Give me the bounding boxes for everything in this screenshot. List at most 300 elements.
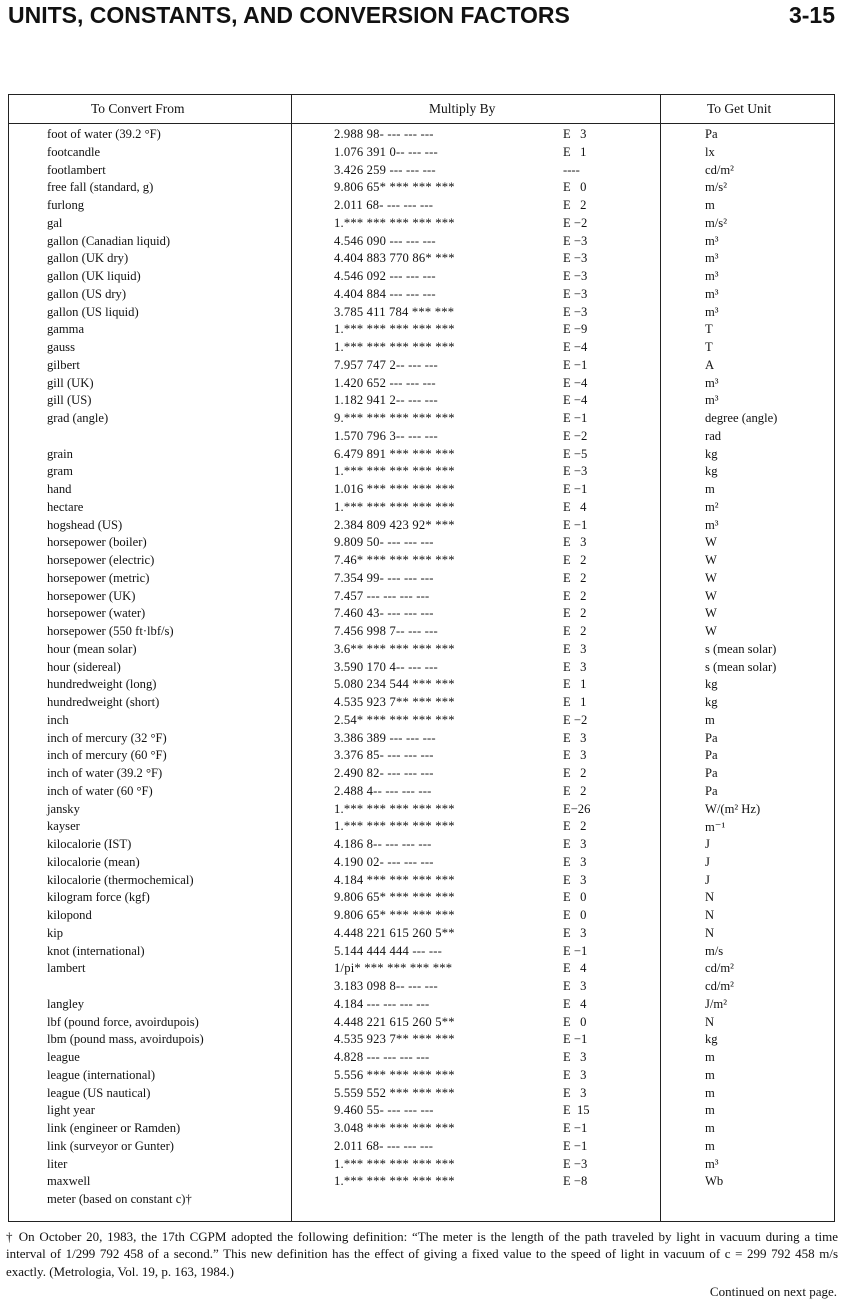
multiplier-cell: 4.404 883 770 86* *** <box>334 251 455 266</box>
table-row <box>9 926 834 944</box>
unit-cell: Pa <box>705 766 718 780</box>
from-cell: knot (international) <box>47 943 145 958</box>
exponent-cell: ---- <box>563 162 580 177</box>
column-header-unit: To Get Unit <box>707 101 772 116</box>
table-row <box>9 376 834 394</box>
from-cell: light year <box>47 1103 95 1118</box>
table-row <box>9 234 834 252</box>
table-row <box>9 269 834 287</box>
multiplier-cell: 7.957 747 2-- --- --- <box>334 357 438 372</box>
from-cell: inch of water (60 °F) <box>47 783 153 798</box>
table-row <box>9 944 834 962</box>
from-cell: gallon (Canadian liquid) <box>47 233 171 248</box>
multiplier-cell: 4.448 221 615 260 5** <box>334 1014 455 1029</box>
table-row <box>9 429 834 447</box>
exponent-cell: E 3 <box>563 748 587 763</box>
from-cell: horsepower (550 ft·lbf/s) <box>47 624 174 638</box>
unit-cell: m² <box>705 499 719 514</box>
table-row <box>9 393 834 411</box>
unit-cell: cd/m² <box>705 961 734 976</box>
exponent-cell: E −1 <box>563 1138 588 1153</box>
multiplier-cell: 3.386 389 --- --- --- <box>334 730 436 745</box>
multiplier-cell: 2.488 4-- --- --- --- <box>334 783 432 798</box>
unit-cell: m³ <box>705 251 719 266</box>
table-row <box>9 535 834 553</box>
unit-cell: lx <box>705 144 715 159</box>
from-cell: inch of mercury (60 °F) <box>47 748 167 763</box>
from-cell: gal <box>47 215 63 230</box>
multiplier-cell: 4.535 923 7** *** *** <box>334 1032 455 1047</box>
from-cell: hogshead (US) <box>47 517 123 532</box>
unit-cell: m³ <box>705 375 719 390</box>
multiplier-cell: 3.426 259 --- --- --- <box>334 162 436 177</box>
exponent-cell: E 2 <box>563 606 587 621</box>
multiplier-cell: 3.590 170 4-- --- --- <box>334 659 438 674</box>
table-row <box>9 482 834 500</box>
multiplier-cell: 7.460 43- --- --- --- <box>334 606 434 621</box>
header-divider <box>9 123 834 124</box>
from-cell: grain <box>47 446 73 461</box>
table-row <box>9 1121 834 1139</box>
page-title: UNITS, CONSTANTS, AND CONVERSION FACTORS <box>8 2 570 28</box>
unit-cell: T <box>705 340 713 354</box>
exponent-cell: E 15 <box>563 1103 590 1118</box>
table-row <box>9 1157 834 1175</box>
unit-cell: s (mean solar) <box>705 659 777 674</box>
exponent-cell: E 3 <box>563 641 587 656</box>
multiplier-cell: 4.190 02- --- --- --- <box>334 854 434 869</box>
table-row <box>9 1050 834 1068</box>
from-cell: liter <box>47 1156 68 1171</box>
exponent-cell: E 3 <box>563 854 587 869</box>
exponent-cell: E 4 <box>563 996 587 1011</box>
table-row <box>9 322 834 340</box>
multiplier-cell: 4.184 *** *** *** *** <box>334 872 455 887</box>
multiplier-cell: 1.570 796 3-- --- --- <box>334 428 438 443</box>
unit-cell: m/s² <box>705 180 727 195</box>
unit-cell: N <box>705 925 715 940</box>
table-row <box>9 1068 834 1086</box>
from-cell: inch of mercury (32 °F) <box>47 730 167 745</box>
multiplier-cell: 2.384 809 423 92* *** <box>334 517 455 532</box>
unit-cell: m <box>705 1138 715 1153</box>
multiplier-cell: 4.546 090 --- --- --- <box>334 233 436 248</box>
table-row <box>9 571 834 589</box>
exponent-cell: E 4 <box>563 499 587 514</box>
from-cell: foot of water (39.2 °F) <box>47 127 161 141</box>
from-cell: footlambert <box>47 162 106 177</box>
table-row <box>9 127 834 145</box>
multiplier-cell: 9.806 65* *** *** *** <box>334 180 455 195</box>
table-row <box>9 464 834 482</box>
exponent-cell: E −1 <box>563 357 588 372</box>
exponent-cell: E −1 <box>563 411 588 425</box>
table-body <box>9 127 834 1210</box>
unit-cell: W <box>705 588 717 603</box>
from-cell: gallon (UK dry) <box>47 251 129 266</box>
from-cell: kilopond <box>47 908 92 922</box>
unit-cell: kg <box>705 1032 718 1047</box>
exponent-cell: E −1 <box>563 1032 588 1047</box>
from-cell: kilocalorie (thermochemical) <box>47 872 194 887</box>
multiplier-cell: 2.54* *** *** *** *** <box>334 712 455 727</box>
multiplier-cell: 3.183 098 8-- --- --- <box>334 979 438 993</box>
from-cell: horsepower (metric) <box>47 570 150 585</box>
table-row <box>9 358 834 376</box>
multiplier-cell: 4.184 --- --- --- --- <box>334 996 430 1011</box>
from-cell: gauss <box>47 340 75 354</box>
multiplier-cell: 1.182 941 2-- --- --- <box>334 393 438 408</box>
exponent-cell: E 2 <box>563 819 587 834</box>
exponent-cell: E −1 <box>563 943 588 958</box>
multiplier-cell: 4.448 221 615 260 5** <box>334 925 455 940</box>
unit-cell: cd/m² <box>705 162 734 177</box>
exponent-cell: E −1 <box>563 1121 588 1135</box>
from-cell: kilocalorie (IST) <box>47 837 132 851</box>
footnote: † On October 20, 1983, the 17th CGPM adopted the following definition: “The meter is the length of the path traveled by light in vacuum during a time interval of 1/299 792 458 of a second.” This new definition has the effect of giving a fixed value to the speed of light in vacuum of c = 299 792 458 m/s exactly. (Metrologia, Vol. 19, p. 163, 1984.) <box>6 1229 838 1279</box>
unit-cell: m³ <box>705 517 719 532</box>
multiplier-cell: 1.*** *** *** *** *** <box>334 801 455 816</box>
table-row <box>9 997 834 1015</box>
from-cell: hand <box>47 482 72 496</box>
multiplier-cell: 1.*** *** *** *** *** <box>334 819 455 834</box>
exponent-cell: E −1 <box>563 482 588 496</box>
from-cell: league (international) <box>47 1067 156 1082</box>
table-row <box>9 216 834 234</box>
exponent-cell: E −3 <box>563 269 588 283</box>
unit-cell: m³ <box>705 393 719 408</box>
unit-cell: m <box>705 1085 715 1100</box>
exponent-cell: E 2 <box>563 783 587 798</box>
multiplier-cell: 3.048 *** *** *** *** <box>334 1121 455 1135</box>
from-cell: horsepower (water) <box>47 606 146 621</box>
table-row <box>9 979 834 997</box>
from-cell: kayser <box>47 819 80 834</box>
table-row <box>9 1032 834 1050</box>
table-row <box>9 784 834 802</box>
multiplier-cell: 5.144 444 444 --- --- <box>334 943 443 958</box>
unit-cell: J <box>705 872 710 887</box>
table-row <box>9 198 834 216</box>
table-row <box>9 1103 834 1121</box>
unit-cell: m³ <box>705 233 719 248</box>
multiplier-cell: 5.080 234 544 *** *** <box>334 677 455 692</box>
table-row <box>9 518 834 536</box>
table-row <box>9 855 834 873</box>
unit-cell: J <box>705 837 710 851</box>
from-cell: hundredweight (long) <box>47 677 157 692</box>
unit-cell: W <box>705 624 717 638</box>
from-cell: kilogram force (kgf) <box>47 890 150 905</box>
table-row <box>9 589 834 607</box>
table-row <box>9 340 834 358</box>
from-cell: link (surveyor or Gunter) <box>47 1138 174 1153</box>
exponent-cell: E 3 <box>563 730 587 745</box>
unit-cell: T <box>705 322 713 337</box>
exponent-cell: E 4 <box>563 961 587 976</box>
multiplier-cell: 4.535 923 7** *** *** <box>334 695 455 709</box>
multiplier-cell: 9.806 65* *** *** *** <box>334 890 455 905</box>
from-cell: kip <box>47 925 64 940</box>
unit-cell: m <box>705 712 715 727</box>
table-row <box>9 908 834 926</box>
table-row <box>9 180 834 198</box>
from-cell: league <box>47 1050 80 1064</box>
multiplier-cell: 4.186 8-- --- --- --- <box>334 837 432 851</box>
unit-cell: m <box>705 482 715 496</box>
unit-cell: W <box>705 606 717 621</box>
multiplier-cell: 4.546 092 --- --- --- <box>334 269 436 283</box>
table-row <box>9 748 834 766</box>
table-row <box>9 411 834 429</box>
exponent-cell: E 2 <box>563 766 587 780</box>
exponent-cell: E 0 <box>563 1014 587 1029</box>
unit-cell: rad <box>705 428 722 443</box>
table-row <box>9 961 834 979</box>
from-cell: gill (US) <box>47 393 92 408</box>
table-row <box>9 837 834 855</box>
continued-note: Continued on next page. <box>709 1284 837 1299</box>
table-row <box>9 145 834 163</box>
unit-cell: degree (angle) <box>705 411 778 425</box>
unit-cell: Pa <box>705 127 718 141</box>
table-row <box>9 713 834 731</box>
exponent-cell: E 3 <box>563 1067 587 1082</box>
exponent-cell: E −2 <box>563 428 588 443</box>
unit-cell: cd/m² <box>705 979 734 993</box>
multiplier-cell: 9.*** *** *** *** *** <box>334 411 455 425</box>
exponent-cell: E −4 <box>563 340 588 354</box>
table-row <box>9 1174 834 1192</box>
unit-cell: m <box>705 1050 715 1064</box>
from-cell: lambert <box>47 961 86 976</box>
multiplier-cell: 1.*** *** *** *** *** <box>334 1156 455 1171</box>
exponent-cell: E 1 <box>563 677 587 692</box>
unit-cell: m³ <box>705 269 719 283</box>
table-row <box>9 251 834 269</box>
from-cell: gamma <box>47 322 85 337</box>
table-row <box>9 1086 834 1104</box>
unit-cell: N <box>705 908 715 922</box>
multiplier-cell: 3.376 85- --- --- --- <box>334 748 434 763</box>
exponent-cell: E 1 <box>563 144 587 159</box>
exponent-cell: E 0 <box>563 908 587 922</box>
unit-cell: Pa <box>705 783 718 798</box>
exponent-cell: E −3 <box>563 233 588 248</box>
multiplier-cell: 7.456 998 7-- --- --- <box>334 624 438 638</box>
multiplier-cell: 2.011 68- --- --- --- <box>334 198 434 212</box>
multiplier-cell: 1/pi* *** *** *** *** <box>334 961 453 976</box>
multiplier-cell: 2.988 98- --- --- --- <box>334 127 434 141</box>
table-row <box>9 660 834 678</box>
multiplier-cell: 3.785 411 784 *** *** <box>334 304 455 319</box>
from-cell: free fall (standard, g) <box>47 180 154 195</box>
multiplier-cell: 1.016 *** *** *** *** <box>334 482 455 496</box>
column-header-from: To Convert From <box>91 101 185 116</box>
from-cell: gallon (US liquid) <box>47 304 139 319</box>
exponent-cell: E 2 <box>563 198 587 212</box>
unit-cell: m³ <box>705 286 719 301</box>
from-cell: gilbert <box>47 357 80 372</box>
unit-cell: W <box>705 535 717 550</box>
unit-cell: kg <box>705 677 718 692</box>
exponent-cell: E 3 <box>563 979 587 993</box>
exponent-cell: E 3 <box>563 127 587 141</box>
multiplier-cell: 9.460 55- --- --- --- <box>334 1103 434 1118</box>
table-row <box>9 677 834 695</box>
from-cell: horsepower (UK) <box>47 588 136 603</box>
from-cell: furlong <box>47 198 85 212</box>
table-row <box>9 624 834 642</box>
unit-cell: m/s <box>705 943 724 958</box>
exponent-cell: E 3 <box>563 837 587 851</box>
page-header <box>8 2 839 34</box>
from-cell: gill (UK) <box>47 375 94 390</box>
unit-cell: Pa <box>705 730 718 745</box>
exponent-cell: E −4 <box>563 375 588 390</box>
unit-cell: kg <box>705 695 718 709</box>
unit-cell: m³ <box>705 1156 719 1171</box>
exponent-cell: E −1 <box>563 517 588 532</box>
multiplier-cell: 2.011 68- --- --- --- <box>334 1138 434 1153</box>
exponent-cell: E 2 <box>563 570 587 585</box>
multiplier-cell: 1.*** *** *** *** *** <box>334 340 455 354</box>
multiplier-cell: 1.*** *** *** *** *** <box>334 499 455 514</box>
table-row <box>9 873 834 891</box>
multiplier-cell: 9.809 50- --- --- --- <box>334 535 434 550</box>
from-cell: gallon (UK liquid) <box>47 269 141 283</box>
from-cell: gram <box>47 464 73 479</box>
unit-cell: N <box>705 890 715 905</box>
from-cell: gallon (US dry) <box>47 286 127 301</box>
multiplier-cell: 4.828 --- --- --- --- <box>334 1050 430 1064</box>
table-row <box>9 1015 834 1033</box>
from-cell: league (US nautical) <box>47 1085 151 1100</box>
from-cell: hundredweight (short) <box>47 695 160 709</box>
exponent-cell: E 2 <box>563 624 587 638</box>
unit-cell: A <box>705 357 715 372</box>
from-cell: hour (mean solar) <box>47 641 137 656</box>
multiplier-cell: 5.559 552 *** *** *** <box>334 1085 455 1100</box>
from-cell: lbm (pound mass, avoirdupois) <box>47 1032 204 1047</box>
exponent-cell: E −3 <box>563 1156 588 1171</box>
from-cell: hectare <box>47 499 84 514</box>
table-row <box>9 606 834 624</box>
multiplier-cell: 1.076 391 0-- --- --- <box>334 144 438 159</box>
unit-cell: m <box>705 1103 715 1118</box>
exponent-cell: E 3 <box>563 1085 587 1100</box>
exponent-cell: E −4 <box>563 393 588 408</box>
exponent-cell: E 0 <box>563 180 587 195</box>
unit-cell: s (mean solar) <box>705 641 777 656</box>
from-cell: langley <box>47 996 85 1011</box>
unit-cell: W/(m² Hz) <box>705 801 761 816</box>
table-row <box>9 731 834 749</box>
from-cell: horsepower (electric) <box>47 553 155 567</box>
table-row <box>9 1139 834 1157</box>
column-header-multiply: Multiply By <box>429 101 496 116</box>
from-cell: maxwell <box>47 1174 91 1189</box>
multiplier-cell: 9.806 65* *** *** *** <box>334 908 455 922</box>
exponent-cell: E−26 <box>563 801 591 816</box>
exponent-cell: E 3 <box>563 925 587 940</box>
exponent-cell: E −9 <box>563 322 588 337</box>
from-cell: hour (sidereal) <box>47 659 121 674</box>
from-cell: inch <box>47 712 69 727</box>
multiplier-cell: 6.479 891 *** *** *** <box>334 446 455 461</box>
exponent-cell: E −8 <box>563 1174 588 1189</box>
multiplier-cell: 7.457 --- --- --- --- <box>334 588 430 603</box>
exponent-cell: E 0 <box>563 890 587 905</box>
unit-cell: kg <box>705 464 718 479</box>
unit-cell: kg <box>705 446 718 461</box>
multiplier-cell: 5.556 *** *** *** *** <box>334 1067 455 1082</box>
unit-cell: m/s² <box>705 215 727 230</box>
multiplier-cell: 1.*** *** *** *** *** <box>334 464 455 479</box>
multiplier-cell: 1.420 652 --- --- --- <box>334 375 436 390</box>
table-row <box>9 500 834 518</box>
unit-cell: m <box>705 1067 715 1082</box>
table-row <box>9 305 834 323</box>
unit-cell: m³ <box>705 304 719 319</box>
page-number: 3-15 <box>788 2 835 28</box>
exponent-cell: E −3 <box>563 464 588 479</box>
table-row <box>9 553 834 571</box>
from-cell: horsepower (boiler) <box>47 535 147 550</box>
multiplier-cell: 4.404 884 --- --- --- <box>334 286 436 301</box>
unit-cell: m <box>705 198 715 212</box>
exponent-cell: E −2 <box>563 712 588 727</box>
table-row <box>9 695 834 713</box>
unit-cell: N <box>705 1014 715 1029</box>
exponent-cell: E −2 <box>563 215 588 230</box>
multiplier-cell: 1.*** *** *** *** *** <box>334 322 455 337</box>
exponent-cell: E −3 <box>563 286 588 301</box>
conversion-table <box>8 94 835 1222</box>
from-cell: kilocalorie (mean) <box>47 854 140 869</box>
unit-cell: J/m² <box>705 996 727 1011</box>
table-row <box>9 287 834 305</box>
exponent-cell: E 3 <box>563 535 587 550</box>
multiplier-cell: 2.490 82- --- --- --- <box>334 766 434 780</box>
multiplier-cell: 7.354 99- --- --- --- <box>334 570 434 585</box>
unit-cell: W <box>705 553 717 567</box>
table-row <box>9 802 834 820</box>
multiplier-cell: 1.*** *** *** *** *** <box>334 215 455 230</box>
table-row <box>9 890 834 908</box>
unit-cell: Wb <box>705 1174 724 1189</box>
unit-cell: m⁻¹ <box>705 820 726 835</box>
table-row <box>9 642 834 660</box>
table-row <box>9 766 834 784</box>
table-row <box>9 163 834 181</box>
from-cell: link (engineer or Ramden) <box>47 1121 181 1135</box>
from-cell: footcandle <box>47 144 101 159</box>
exponent-cell: E −3 <box>563 304 588 319</box>
unit-cell: m <box>705 1121 715 1135</box>
multiplier-cell: 1.*** *** *** *** *** <box>334 1174 455 1189</box>
from-cell: jansky <box>47 801 80 816</box>
exponent-cell: E 2 <box>563 588 587 603</box>
exponent-cell: E 3 <box>563 872 587 887</box>
unit-cell: J <box>705 854 710 869</box>
from-cell: meter (based on constant c)† <box>47 1192 192 1206</box>
exponent-cell: E 1 <box>563 695 587 709</box>
unit-cell: Pa <box>705 748 718 763</box>
multiplier-cell: 3.6** *** *** *** *** <box>334 641 455 656</box>
unit-cell: W <box>705 570 717 585</box>
from-cell: lbf (pound force, avoirdupois) <box>47 1014 199 1029</box>
